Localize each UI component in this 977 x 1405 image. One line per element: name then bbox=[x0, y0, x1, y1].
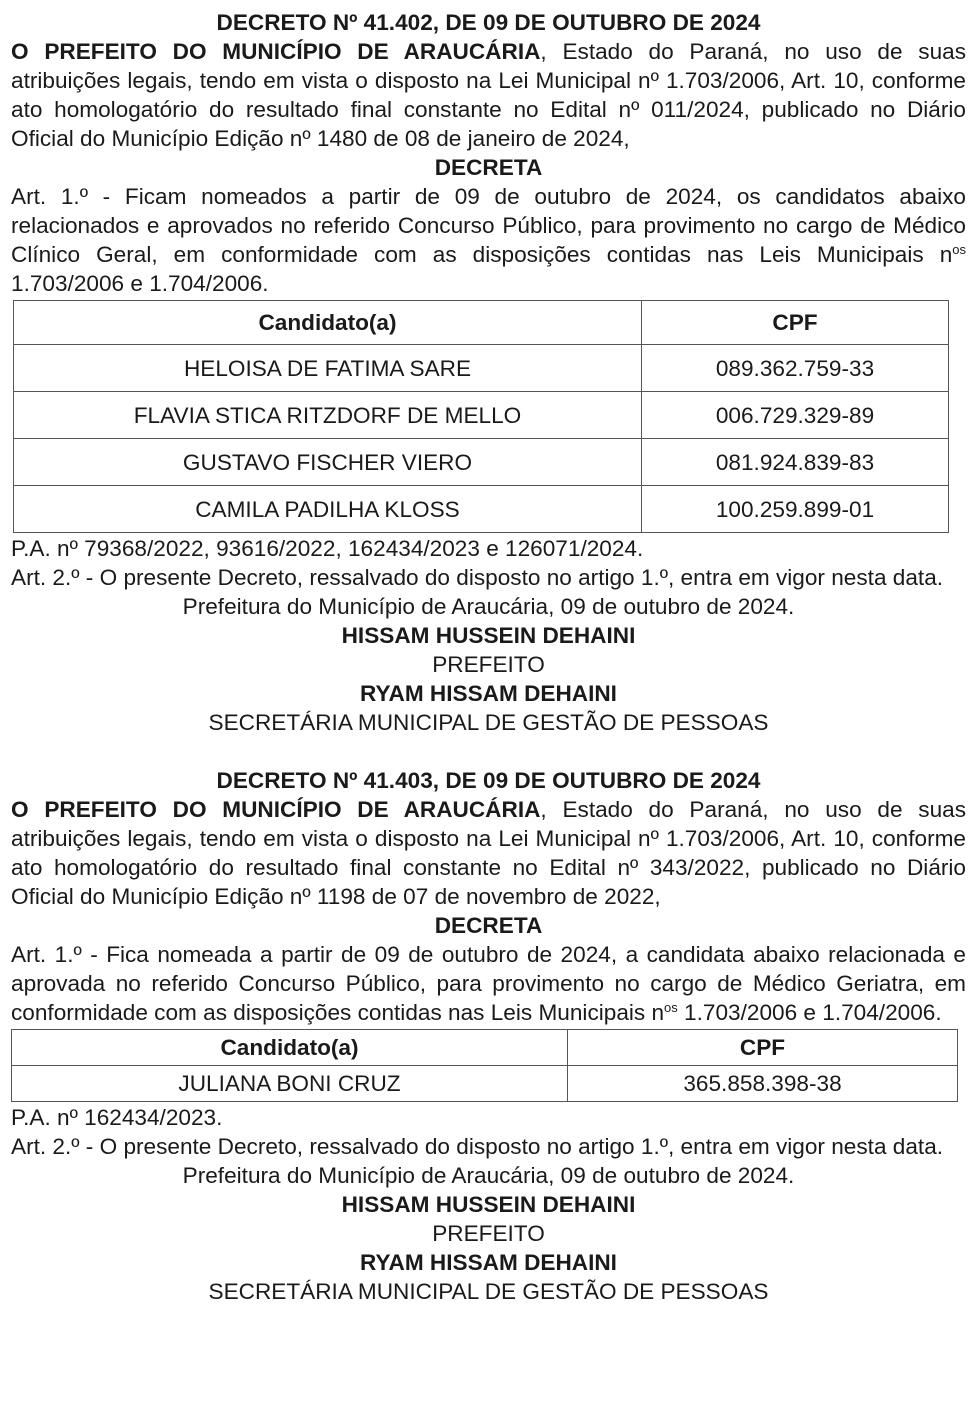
cell-candidate: JULIANA BONI CRUZ bbox=[12, 1066, 568, 1102]
signer-secretary-role: SECRETÁRIA MUNICIPAL DE GESTÃO DE PESSOAS bbox=[208, 710, 769, 735]
article-2: Art. 2.º - O presente Decreto, ressalvado do disposto no artigo 1.º, entra em vigor nesta data. bbox=[11, 565, 944, 590]
place-date: Prefeitura do Município de Araucária, 09 de outubro de 2024. bbox=[182, 594, 795, 619]
decree-title: DECRETO Nº 41.403, DE 09 DE OUTUBRO DE 2024 bbox=[216, 768, 761, 793]
cell-cpf: 006.729.329-89 bbox=[642, 392, 949, 439]
article-1-superscript: os bbox=[952, 242, 966, 257]
decree-intro bbox=[11, 37, 966, 153]
decree-intro bbox=[11, 795, 966, 911]
table-row bbox=[14, 345, 949, 392]
intro-authority: O PREFEITO DO MUNICÍPIO DE ARAUCÁRIA bbox=[11, 39, 541, 64]
article-2: Art. 2.º - O presente Decreto, ressalvado do disposto no artigo 1.º, entra em vigor nesta data. bbox=[11, 1134, 944, 1159]
process-numbers: P.A. nº 162434/2023. bbox=[11, 1105, 223, 1130]
cell-candidate: FLAVIA STICA RITZDORF DE MELLO bbox=[14, 392, 642, 439]
signer-secretary-name: RYAM HISSAM DEHAINI bbox=[360, 1250, 617, 1275]
place-date: Prefeitura do Município de Araucária, 09 de outubro de 2024. bbox=[182, 1163, 795, 1188]
cell-cpf: 365.858.398-38 bbox=[568, 1066, 958, 1102]
article-1-text: Art. 1.º - Ficam nomeados a partir de 09 de outubro de 2024, os candidatos abaixo relacionados e aprovados no referido Concurso Público, para provimento no cargo de Médico Clínico Geral, em conformidade com as disposições contidas nas Leis Municipais n bbox=[11, 184, 966, 267]
header-cpf: CPF bbox=[642, 301, 949, 345]
cell-cpf: 089.362.759-33 bbox=[642, 345, 949, 392]
cell-cpf: 100.259.899-01 bbox=[642, 486, 949, 533]
article-1-text-end: 1.703/2006 e 1.704/2006. bbox=[677, 1000, 942, 1025]
article-1-superscript: os bbox=[664, 1000, 678, 1015]
table-header-row bbox=[14, 301, 949, 345]
signer-secretary-role: SECRETÁRIA MUNICIPAL DE GESTÃO DE PESSOAS bbox=[208, 1279, 769, 1304]
signer-mayor-role: PREFEITO bbox=[432, 652, 545, 677]
candidates-table bbox=[11, 1029, 958, 1102]
table-row bbox=[12, 1066, 958, 1102]
decreta-heading: DECRETA bbox=[434, 155, 543, 180]
intro-authority: O PREFEITO DO MUNICÍPIO DE ARAUCÁRIA bbox=[11, 797, 541, 822]
article-1 bbox=[11, 940, 966, 1027]
signer-mayor-name: HISSAM HUSSEIN DEHAINI bbox=[341, 623, 636, 648]
table-row bbox=[14, 486, 949, 533]
table-row bbox=[14, 392, 949, 439]
header-candidate: Candidato(a) bbox=[14, 301, 642, 345]
cell-candidate: GUSTAVO FISCHER VIERO bbox=[14, 439, 642, 486]
decree-41402 bbox=[11, 8, 966, 737]
decree-title: DECRETO Nº 41.402, DE 09 DE OUTUBRO DE 2024 bbox=[216, 10, 761, 35]
table-header-row bbox=[12, 1030, 958, 1066]
candidates-table bbox=[13, 300, 949, 533]
decreta-heading: DECRETA bbox=[434, 913, 543, 938]
signer-mayor-name: HISSAM HUSSEIN DEHAINI bbox=[341, 1192, 636, 1217]
article-1-text: Art. 1.º - Fica nomeada a partir de 09 de outubro de 2024, a candidata abaixo relacionada e aprovada no referido Concurso Público, para provimento no cargo de Médico Geriatra, em conformidade com as disposições contidas nas Leis Municipais n bbox=[11, 942, 966, 1025]
process-numbers: P.A. nº 79368/2022, 93616/2022, 162434/2023 e 126071/2024. bbox=[11, 536, 644, 561]
header-cpf: CPF bbox=[568, 1030, 958, 1066]
article-1 bbox=[11, 182, 966, 298]
article-1-text-end: 1.703/2006 e 1.704/2006. bbox=[11, 271, 269, 296]
decree-41403 bbox=[11, 766, 966, 1306]
cell-cpf: 081.924.839-83 bbox=[642, 439, 949, 486]
signer-secretary-name: RYAM HISSAM DEHAINI bbox=[360, 681, 617, 706]
signer-mayor-role: PREFEITO bbox=[432, 1221, 545, 1246]
cell-candidate: HELOISA DE FATIMA SARE bbox=[14, 345, 642, 392]
cell-candidate: CAMILA PADILHA KLOSS bbox=[14, 486, 642, 533]
intro-text: , Estado do Paraná, no uso de suas atribuições legais, tendo em vista o disposto na Lei Municipal nº 1.703/2006, Art. 10, conforme ato homologatório do resultado final constante no Edital nº 343/2022, publicado no Diário Oficial do Município Edição nº 1198 de 07 de novembro de 2022, bbox=[11, 797, 966, 909]
table-row bbox=[14, 439, 949, 486]
header-candidate: Candidato(a) bbox=[12, 1030, 568, 1066]
intro-text: , Estado do Paraná, no uso de suas atribuições legais, tendo em vista o disposto na Lei Municipal nº 1.703/2006, Art. 10, conforme ato homologatório do resultado final constante no Edital nº 011/2024, publicado no Diário Oficial do Município Edição nº 1480 de 08 de janeiro de 2024, bbox=[11, 39, 966, 151]
